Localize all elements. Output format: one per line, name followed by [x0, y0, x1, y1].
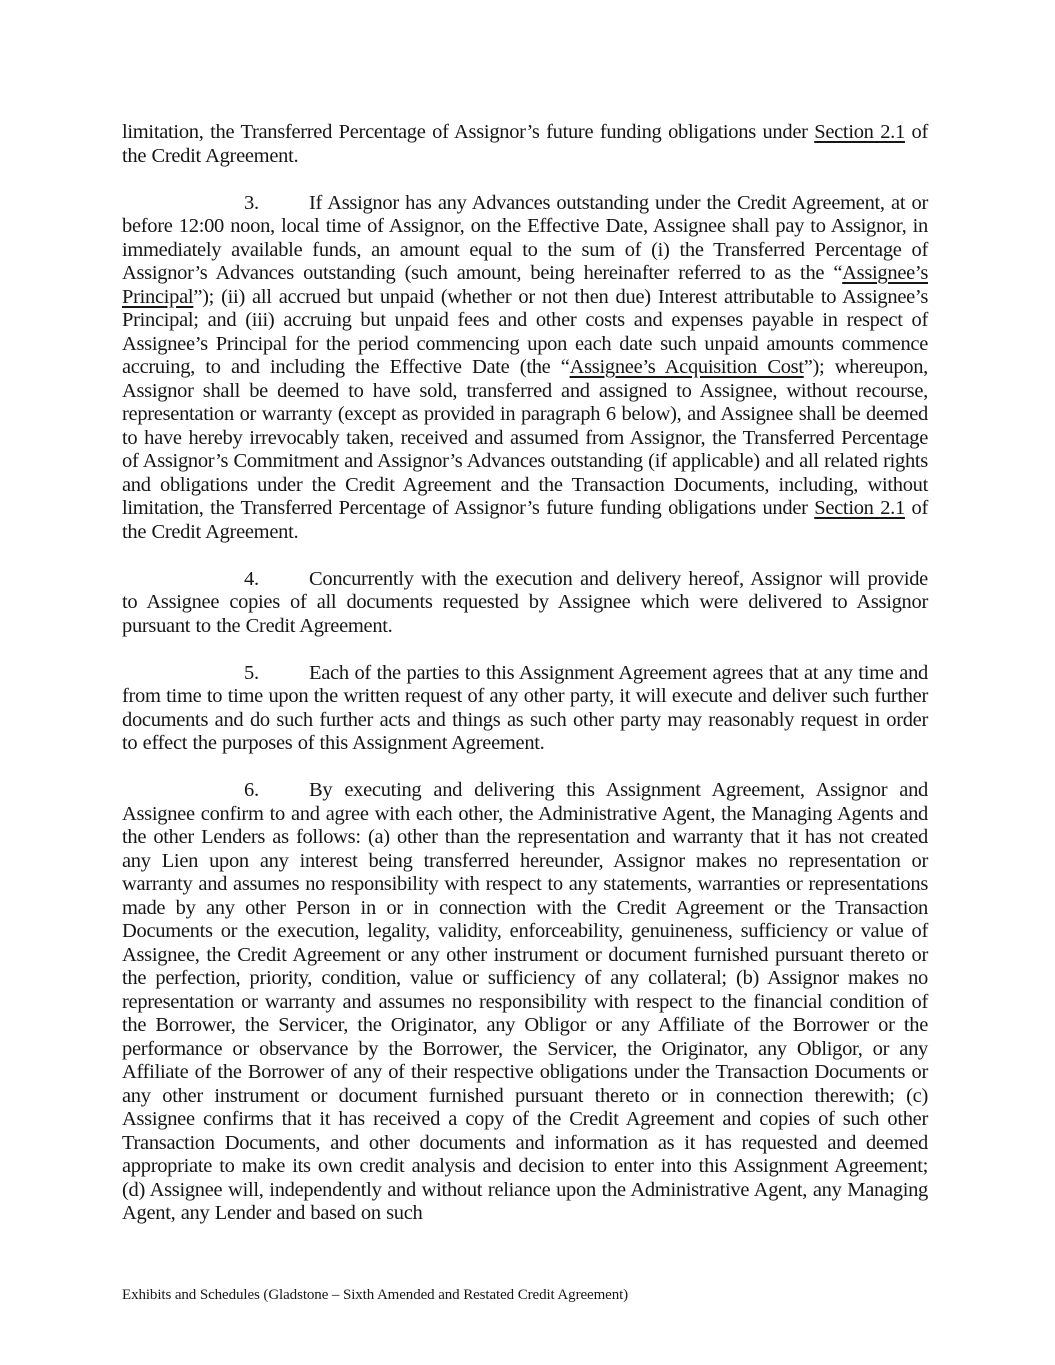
- paragraph-number: 6.: [244, 779, 259, 801]
- text-run: of the Credit Agreement.: [122, 497, 928, 543]
- text-run: limitation, the Transferred Percentage of Assignor’s future funding obligations under: [122, 121, 815, 143]
- paragraph-3: [122, 568, 928, 639]
- text-run: By executing and delivering this Assignment Agreement, Assignor and Assignee confirm to and agree with each other, the Administrative Agent, the Managing Agents and the other Lenders as follows: (a) other than the representation and warranty that it has not created any Lien upon any interest being transferred hereunder, Assignor makes no representation or warranty and assumes no responsibility with respect to any statements, warranties or representations made by any other Person in or in connection with the Credit Agreement or the Transaction Documents or the execution, legality, validity, enforceability, genuineness, sufficiency or value of Assignee, the Credit Agreement or any other instrument or document furnished pursuant thereto or the perfection, priority, condition, value or sufficiency of any collateral; (b) Assignor makes no representation or warranty and assumes no responsibility with respect to the financial condition of the Borrower, the Servicer, the Originator, any Obligor or any Affiliate of the Borrower or the performance or observance by the Borrower, the Servicer, the Originator, any Obligor, or any Affiliate of the Borrower of any of their respective obligations under the Transaction Documents or any other instrument or document furnished pursuant thereto or in connection therewith; (c) Assignee confirms that it has received a copy of the Credit Agreement and copies of such other Transaction Documents, and other documents and information as it has requested and deemed appropriate to make its own credit analysis and decision to enter into this Assignment Agreement; (d) Assignee will, independently and without reliance upon the Administrative Agent, any Managing Agent, any Lender and based on such: [122, 779, 928, 1224]
- text-run: ”); whereupon, Assignor shall be deemed to have sold, transferred and assigned to Assignee, without recourse, representation or warranty (except as provided in paragraph 6 below), and Assignee shall be deemed to have hereby irrevocably taken, received and assumed from Assignor, the Transferred Percentage of Assignor’s Commitment and Assignor’s Advances outstanding (if applicable) and all related rights and obligations under the Credit Agreement and the Transaction Documents, including, without limitation, the Transferred Percentage of Assignor’s future funding obligations under: [122, 356, 928, 519]
- paragraph-1: [122, 121, 928, 168]
- underlined-term: Assignee’s Acquisition Cost: [569, 356, 804, 378]
- paragraph-number: 4.: [244, 567, 259, 590]
- paragraph-5: [122, 779, 928, 1226]
- underlined-term: Section 2.1: [814, 497, 905, 519]
- page-footer: Exhibits and Schedules (Gladstone – Sixth Amended and Restated Credit Agreement): [122, 1287, 629, 1303]
- paragraph-number: 3.: [244, 191, 259, 214]
- underlined-term: Assignee’s Principal: [122, 262, 928, 308]
- text-run: Each of the parties to this Assignment Agreement agrees that at any time and from time to time upon the written request of any other party, it will execute and deliver such further documents and do such further acts and things as such other party may reasonably request in order to effect the purposes of this Assignment Agreement.: [122, 661, 928, 754]
- paragraph-2: [122, 192, 928, 545]
- text-run: of the Credit Agreement.: [122, 121, 928, 167]
- underlined-term: Section 2.1: [814, 121, 905, 143]
- document-body: [122, 121, 928, 1226]
- text-run: ”); (ii) all accrued but unpaid (whether or not then due) Interest attributable to Assignee’s Principal; and (iii) accruing but unpaid fees and other costs and expenses payable in respect of Assignee’s Principal for the period commencing upon each date such unpaid amounts commence accruing, to and including the Effective Date (the “: [122, 285, 928, 378]
- text-run: Concurrently with the execution and delivery hereof, Assignor will provide to Assignee copies of all documents requested by Assignee which were delivered to Assignor pursuant to the Credit Agreement.: [122, 567, 928, 637]
- paragraph-number: 5.: [244, 661, 259, 684]
- paragraph-4: [122, 662, 928, 756]
- text-run: If Assignor has any Advances outstanding under the Credit Agreement, at or before 12:00 noon, local time of Assignor, on the Effective Date, Assignee shall pay to Assignor, in immediately available funds, an amount equal to the sum of (i) the Transferred Percentage of Assignor’s Advances outstanding (such amount, being hereinafter referred to as the “: [122, 191, 928, 284]
